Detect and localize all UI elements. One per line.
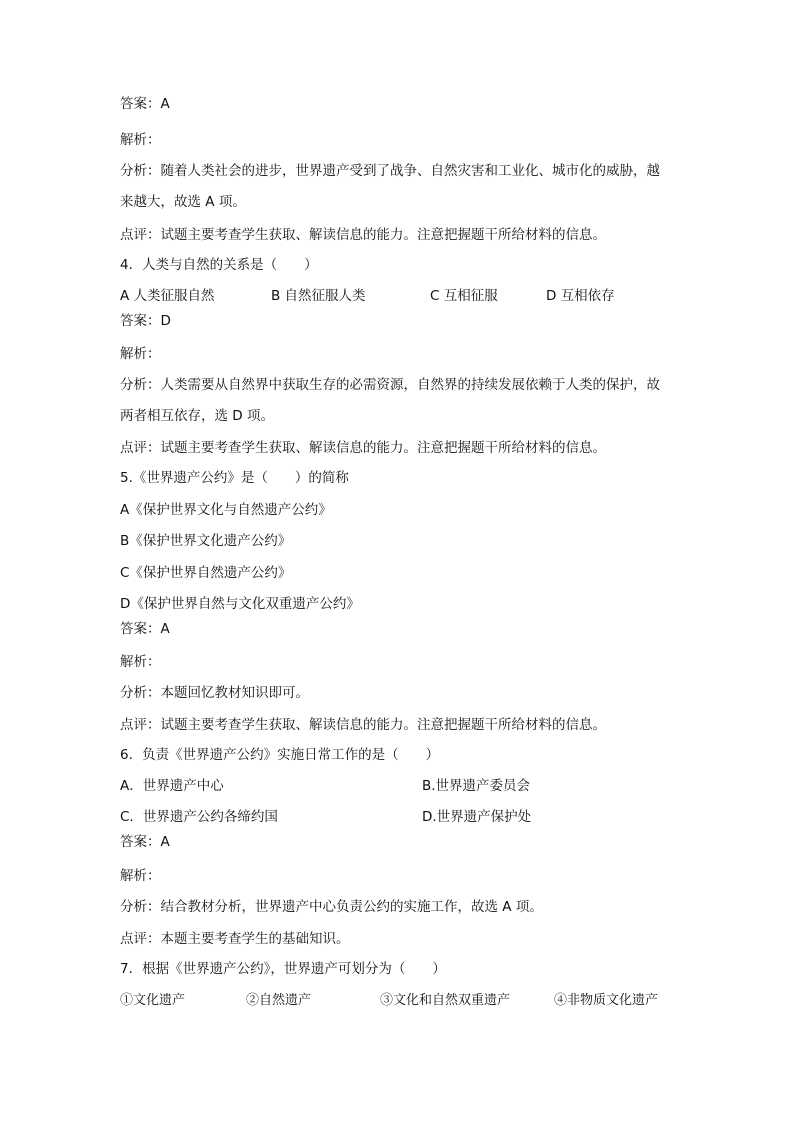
q6-answer: 答案：A xyxy=(120,834,170,850)
q7-option-2: ②自然遗产 xyxy=(246,993,312,1008)
q6-analysis-line1: 分析：结合教材分析，世界遗产中心负责公约的实施工作，故选 A 项。 xyxy=(120,899,543,915)
q3-comment: 点评：试题主要考查学生获取、解读信息的能力。注意把握题干所给材料的信息。 xyxy=(120,227,606,243)
q3-analysis-line2: 来越大，故选 A 项。 xyxy=(120,194,246,210)
q5-option-b: B《保护世界文化遗产公约》 xyxy=(120,533,292,549)
q7-option-3: ③文化和自然双重遗产 xyxy=(380,993,511,1008)
q5-option-a: A《保护世界文化与自然遗产公约》 xyxy=(120,502,332,518)
q3-analysis-label: 解析： xyxy=(120,132,161,148)
q5-answer: 答案：A xyxy=(120,621,170,637)
q4-analysis-line2: 两者相互依存，选 D 项。 xyxy=(120,408,274,424)
q6-option-b: B.世界遗产委员会 xyxy=(422,778,531,794)
q6-option-a: A．世界遗产中心 xyxy=(120,778,224,794)
q4-option-a: A 人类征服自然 xyxy=(120,288,215,304)
q6-option-d: D.世界遗产保护处 xyxy=(422,809,532,825)
q3-analysis-line1: 分析：随着人类社会的进步，世界遗产受到了战争、自然灾害和工业化、城市化的威胁，越 xyxy=(120,163,660,179)
q3-answer: 答案：A xyxy=(120,96,170,112)
q5-option-d: D《保护世界自然与文化双重遗产公约》 xyxy=(120,596,360,612)
q4-option-b: B 自然征服人类 xyxy=(271,288,366,304)
q4-comment: 点评：试题主要考查学生获取、解读信息的能力。注意把握题干所给材料的信息。 xyxy=(120,440,606,456)
q4-option-d: D 互相依存 xyxy=(546,288,615,304)
q7-option-1: ①文化遗产 xyxy=(120,993,186,1008)
q4-answer: 答案：D xyxy=(120,313,171,329)
q6-analysis-label: 解析： xyxy=(120,868,161,884)
q4-option-c: C 互相征服 xyxy=(430,288,498,304)
q5-analysis-line1: 分析：本题回忆教材知识即可。 xyxy=(120,685,309,701)
q6-question: 6．负责《世界遗产公约》实施日常工作的是（ ） xyxy=(120,747,440,763)
q7-option-4: ④非物质文化遗产 xyxy=(554,993,659,1008)
q4-analysis-line1: 分析：人类需要从自然界中获取生存的必需资源，自然界的持续发展依赖于人类的保护，故 xyxy=(120,377,660,393)
q5-analysis-label: 解析： xyxy=(120,654,161,670)
q5-comment: 点评：试题主要考查学生获取、解读信息的能力。注意把握题干所给材料的信息。 xyxy=(120,717,606,733)
q6-comment: 点评：本题主要考查学生的基础知识。 xyxy=(120,931,350,947)
q4-question: 4．人类与自然的关系是（ ） xyxy=(120,257,318,273)
q7-question: 7．根据《世界遗产公约》，世界遗产可划分为（ ） xyxy=(120,961,446,977)
q5-question: 5.《世界遗产公约》是（ ）的简称 xyxy=(120,470,349,486)
q6-option-c: C．世界遗产公约各缔约国 xyxy=(120,809,278,825)
q4-analysis-label: 解析： xyxy=(120,346,161,362)
q5-option-c: C《保护世界自然遗产公约》 xyxy=(120,565,292,581)
